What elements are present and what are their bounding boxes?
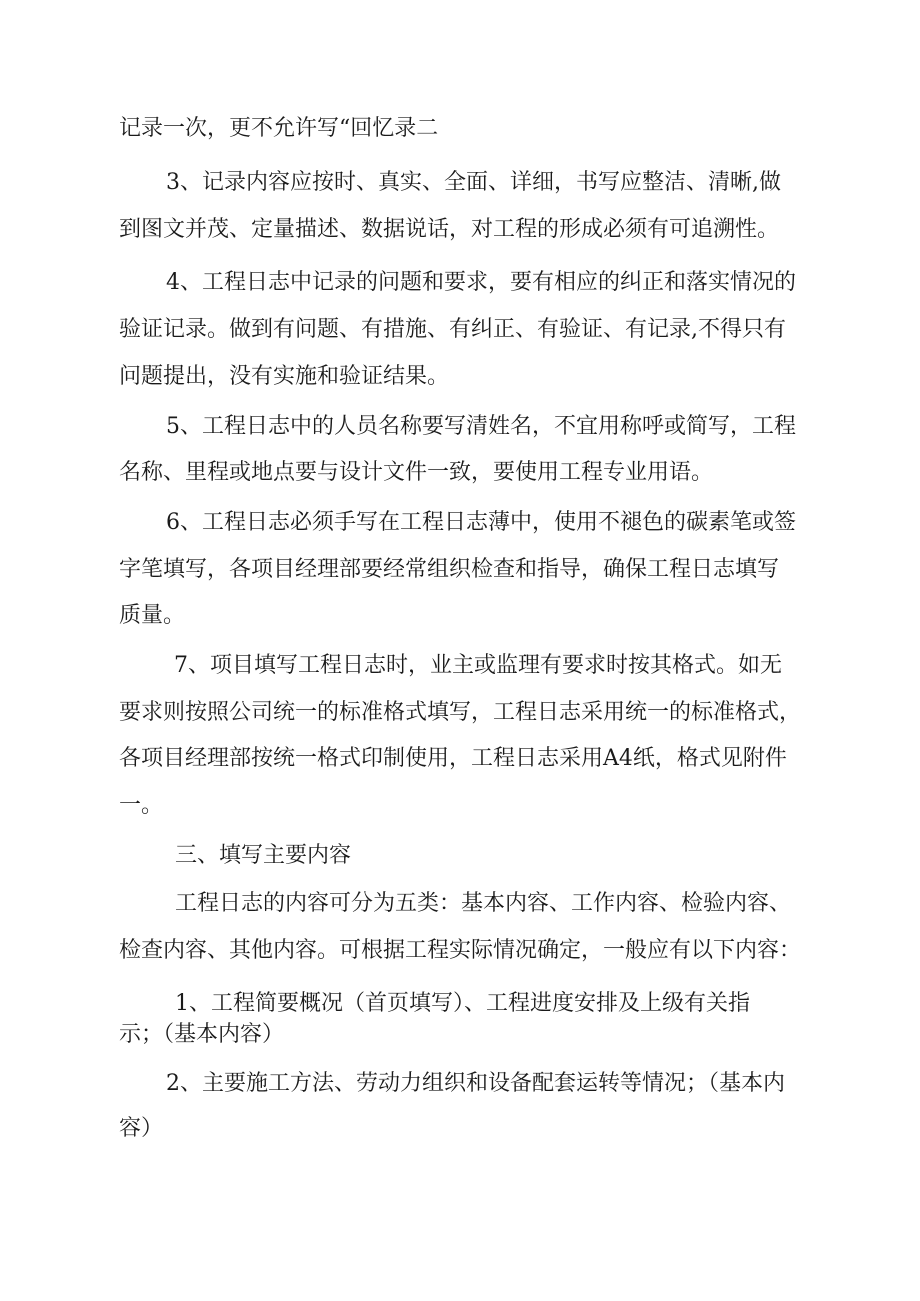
text-line: 4、工程日志中记录的问题和要求，要有相应的纠正和落实情况的 xyxy=(166,270,796,295)
text-line: 7、项目填写工程日志时，业主或监理有要求时按其格式。如无 xyxy=(174,653,782,678)
text-line: 名称、里程或地点要与设计文件一致，要使用工程专业用语。 xyxy=(119,460,714,485)
text-line: 2、主要施工方法、劳动力组织和设备配套运转等情况；（基本内 xyxy=(166,1071,785,1096)
text-line: 6、工程日志必须手写在工程日志薄中，使用不褪色的碳素笔或签 xyxy=(166,510,796,535)
text-line: 一。 xyxy=(119,793,164,818)
text-line: 质量。 xyxy=(119,603,186,628)
text-line: 5、工程日志中的人员名称要写清姓名，不宜用称呼或简写，工程 xyxy=(166,414,796,439)
section-heading: 三、填写主要内容 xyxy=(175,843,352,868)
text-line: 3、记录内容应按时、真实、全面、详细，书写应整洁、清晰,做 xyxy=(166,170,781,195)
text-line: 要求则按照公司统一的标准格式填写，工程日志采用统一的标准格式， xyxy=(119,700,802,725)
text-line: 字笔填写，各项目经理部要经常组织检查和指导，确保工程日志填写 xyxy=(119,557,780,582)
text-line: 示；（基本内容） xyxy=(119,1022,285,1047)
text-line: 到图文并茂、定量描述、数据说话，对工程的形成必须有可追溯性。 xyxy=(119,217,780,242)
text-line: 各项目经理部按统一格式印制使用，工程日志采用A4纸，格式见附件 xyxy=(119,746,787,771)
text-line: 检查内容、其他内容。可根据工程实际情况确定，一般应有以下内容： xyxy=(119,938,802,963)
text-line: 工程日志的内容可分为五类：基本内容、工作内容、检验内容、 xyxy=(175,891,792,916)
text-line: 验证记录。做到有问题、有措施、有纠正、有验证、有记录,不得只有 xyxy=(119,317,786,342)
text-line: 1、工程简要概况（首页填写）、工程进度安排及上级有关指 xyxy=(175,991,750,1016)
text-line: 记录一次，更不允许写“回忆录二 xyxy=(119,116,439,141)
text-line: 问题提出，没有实施和验证结果。 xyxy=(119,364,450,389)
text-line: 容） xyxy=(119,1116,164,1141)
